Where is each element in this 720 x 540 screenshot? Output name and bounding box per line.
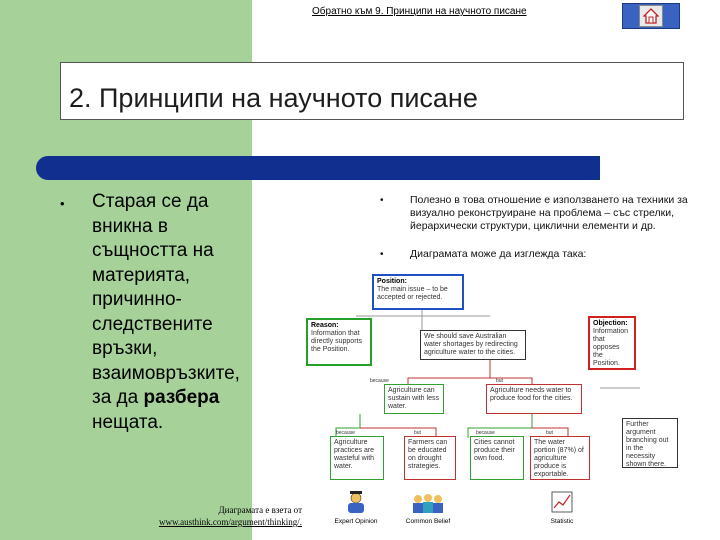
left-mid-box: Agriculture can sustain with less water. xyxy=(384,384,444,414)
further-argument-box: Further argument branching out in the necessity shown there. xyxy=(622,418,678,468)
expert-opinion-icon xyxy=(338,490,374,514)
position-box: Position: The main issue – to be accepted or rejected. xyxy=(372,274,464,310)
but-label-2: but xyxy=(414,430,421,436)
because-label-3: because xyxy=(476,430,495,436)
because-label-1: because xyxy=(370,378,389,384)
statistic-label: Statistic xyxy=(550,518,574,525)
source-link[interactable]: www.austhink.com/argument/thinking/. xyxy=(159,517,302,527)
back-link[interactable]: Обратно към 9. Принципи на научното писане xyxy=(312,6,527,17)
bottom-box-2: Farmers can be educated on drought strategies. xyxy=(404,436,456,480)
common-belief-icon xyxy=(408,490,448,514)
home-icon xyxy=(639,5,663,27)
bottom-box-3: Cities cannot produce their own food. xyxy=(470,436,524,480)
right-mid-box: Agriculture needs water to produce food for the cities. xyxy=(486,384,582,414)
objection-box: Objection: Information that opposes the Position. xyxy=(588,316,636,370)
center-claim-box: We should save Australian water shortages by redirecting agriculture water to the cities. xyxy=(420,330,526,360)
bottom-box-1: Agriculture practices are wasteful with water. xyxy=(330,436,384,480)
but-label-3: but xyxy=(546,430,553,436)
statistic-icon xyxy=(550,490,574,514)
argument-diagram xyxy=(300,268,720,540)
left-bullet-text: Старая се да вникна в същността на материята, причинно-следствените връзки, взаимовръзките, за да разбера нещата. xyxy=(92,191,240,433)
blue-divider-bar xyxy=(36,156,600,180)
reason-box: Reason: Information that directly supports the Position. xyxy=(306,318,372,366)
home-button[interactable] xyxy=(622,3,680,29)
bold-word: разбера xyxy=(143,387,220,408)
because-label-2: because xyxy=(336,430,355,436)
but-label-1: but xyxy=(496,378,503,384)
common-belief-label: Common Belief xyxy=(405,518,451,525)
bullet-dot: • xyxy=(60,196,65,211)
bottom-box-4: The water portion (87%) of agriculture produce is exportable. xyxy=(530,436,590,480)
slide-title: 2. Принципи на научното писане xyxy=(69,83,478,113)
title-box xyxy=(60,62,684,120)
diagram-caption: Диаграмата е взета от www.austhink.com/argument/thinking/. xyxy=(159,505,302,527)
expert-opinion-label: Expert Opinion xyxy=(334,518,378,525)
